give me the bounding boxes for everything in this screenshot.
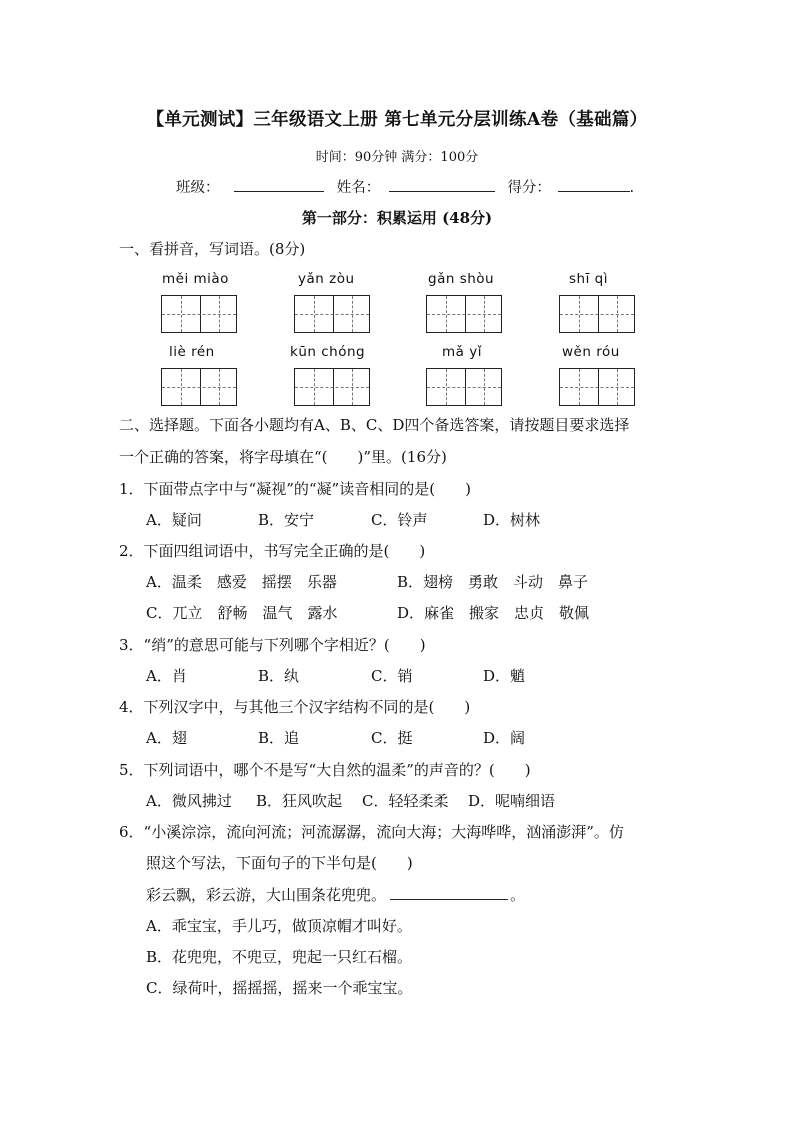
q6-sentence <box>146 884 525 905</box>
option-d[interactable]: D．阔 <box>483 729 526 747</box>
option-d[interactable]: D．魈 <box>483 667 526 685</box>
option-a[interactable]: A．肖 <box>146 667 187 685</box>
option-b[interactable]: B．花兜兜，不兜豆，兜起一只红石榴。 <box>146 948 413 966</box>
option-a[interactable]: A．乖宝宝，手儿巧，做顶凉帽才叫好。 <box>146 917 412 935</box>
option-c[interactable]: C．铃声 <box>371 511 428 529</box>
class-label: 班级： <box>176 180 220 196</box>
writing-grid[interactable] <box>559 368 635 406</box>
q2-heading-cont: 一个正确的答案，将字母填在“( )”里。(16分) <box>119 448 447 466</box>
student-info <box>176 176 634 197</box>
writing-grid[interactable] <box>294 368 370 406</box>
question-stem: 5．下列词语中，哪个不是写“大自然的温柔”的声音的？( ) <box>119 761 531 779</box>
question-stem: 2．下面四组词语中，书写完全正确的是( ) <box>119 542 426 560</box>
q6-sentence-text: 彩云飘，彩云游，大山围条花兜兜。 <box>146 886 387 904</box>
q1-heading: 一、看拼音，写词语。(8分) <box>119 240 306 258</box>
pinyin-label: mǎ yǐ <box>442 344 482 360</box>
option-b[interactable]: B．翅榜 勇敢 斗动 鼻子 <box>397 573 589 591</box>
option-a[interactable]: A．疑问 <box>146 511 202 529</box>
score-field[interactable] <box>558 177 630 192</box>
pinyin-label: wěn róu <box>562 344 620 360</box>
page-title: 【单元测试】三年级语文上册 第七单元分层训练A卷（基础篇） <box>146 110 648 130</box>
option-d[interactable]: D．麻雀 搬家 忠贞 敬佩 <box>397 604 590 622</box>
question-stem: 3．“绡”的意思可能与下列哪个字相近？( ) <box>119 636 426 654</box>
writing-grid[interactable] <box>161 368 237 406</box>
option-b[interactable]: B．安宁 <box>258 511 315 529</box>
part-heading: 第一部分：积累运用 (48分) <box>301 209 493 227</box>
option-d[interactable]: D．树林 <box>483 511 541 529</box>
writing-grid[interactable] <box>426 368 502 406</box>
option-b[interactable]: B．追 <box>258 729 300 747</box>
option-a[interactable]: A．翅 <box>146 729 187 747</box>
class-field[interactable] <box>234 177 324 192</box>
pinyin-label: kūn chóng <box>290 344 366 360</box>
option-b[interactable]: B．纨 <box>258 667 300 685</box>
writing-grid[interactable] <box>426 295 502 333</box>
writing-grid[interactable] <box>559 295 635 333</box>
question-stem: 4．下列汉字中，与其他三个汉字结构不同的是( ) <box>119 698 471 716</box>
pinyin-label: měi miào <box>162 271 229 287</box>
question-stem: 1．下面带点字中与“凝视”的“凝”读音相同的是( ) <box>119 480 471 498</box>
pinyin-label: shī qì <box>569 271 608 287</box>
question-stem-cont: 照这个写法，下面句子的下半句是( ) <box>146 854 413 872</box>
option-a[interactable]: A．温柔 感爱 摇摆 乐器 <box>146 573 337 591</box>
q6-sentence-end: 。 <box>510 886 526 904</box>
option-c[interactable]: C．兀立 舒畅 温气 露水 <box>146 604 338 622</box>
name-label: 姓名： <box>336 180 381 196</box>
exam-meta: 时间：90分钟 满分：100分 <box>315 150 479 165</box>
option-b[interactable]: B．狂风吹起 <box>256 792 343 810</box>
option-d[interactable]: D．呢喃细语 <box>468 792 556 810</box>
question-stem: 6．“小溪淙淙，流向河流；河流潺潺，流向大海；大海哗哗，汹涌澎湃”。仿 <box>119 823 624 841</box>
info-tail: . <box>629 180 635 196</box>
writing-grid[interactable] <box>161 295 237 333</box>
option-c[interactable]: C．绿荷叶，摇摇摇，摇来一个乖宝宝。 <box>146 979 413 997</box>
pinyin-label: liè rén <box>169 344 215 360</box>
option-a[interactable]: A．微风拂过 <box>146 792 232 810</box>
option-c[interactable]: C．轻轻柔柔 <box>362 792 449 810</box>
q2-heading: 二、选择题。下面各小题均有A、B、C、D四个备选答案，请按题目要求选择 <box>119 416 630 434</box>
pinyin-label: gǎn shòu <box>428 271 495 287</box>
q6-answer-blank[interactable] <box>390 885 508 900</box>
name-field[interactable] <box>389 177 495 192</box>
writing-grid[interactable] <box>294 295 370 333</box>
score-label: 得分： <box>507 180 551 196</box>
option-c[interactable]: C．挺 <box>371 729 413 747</box>
option-c[interactable]: C．销 <box>371 667 413 685</box>
pinyin-label: yǎn zòu <box>298 271 355 287</box>
